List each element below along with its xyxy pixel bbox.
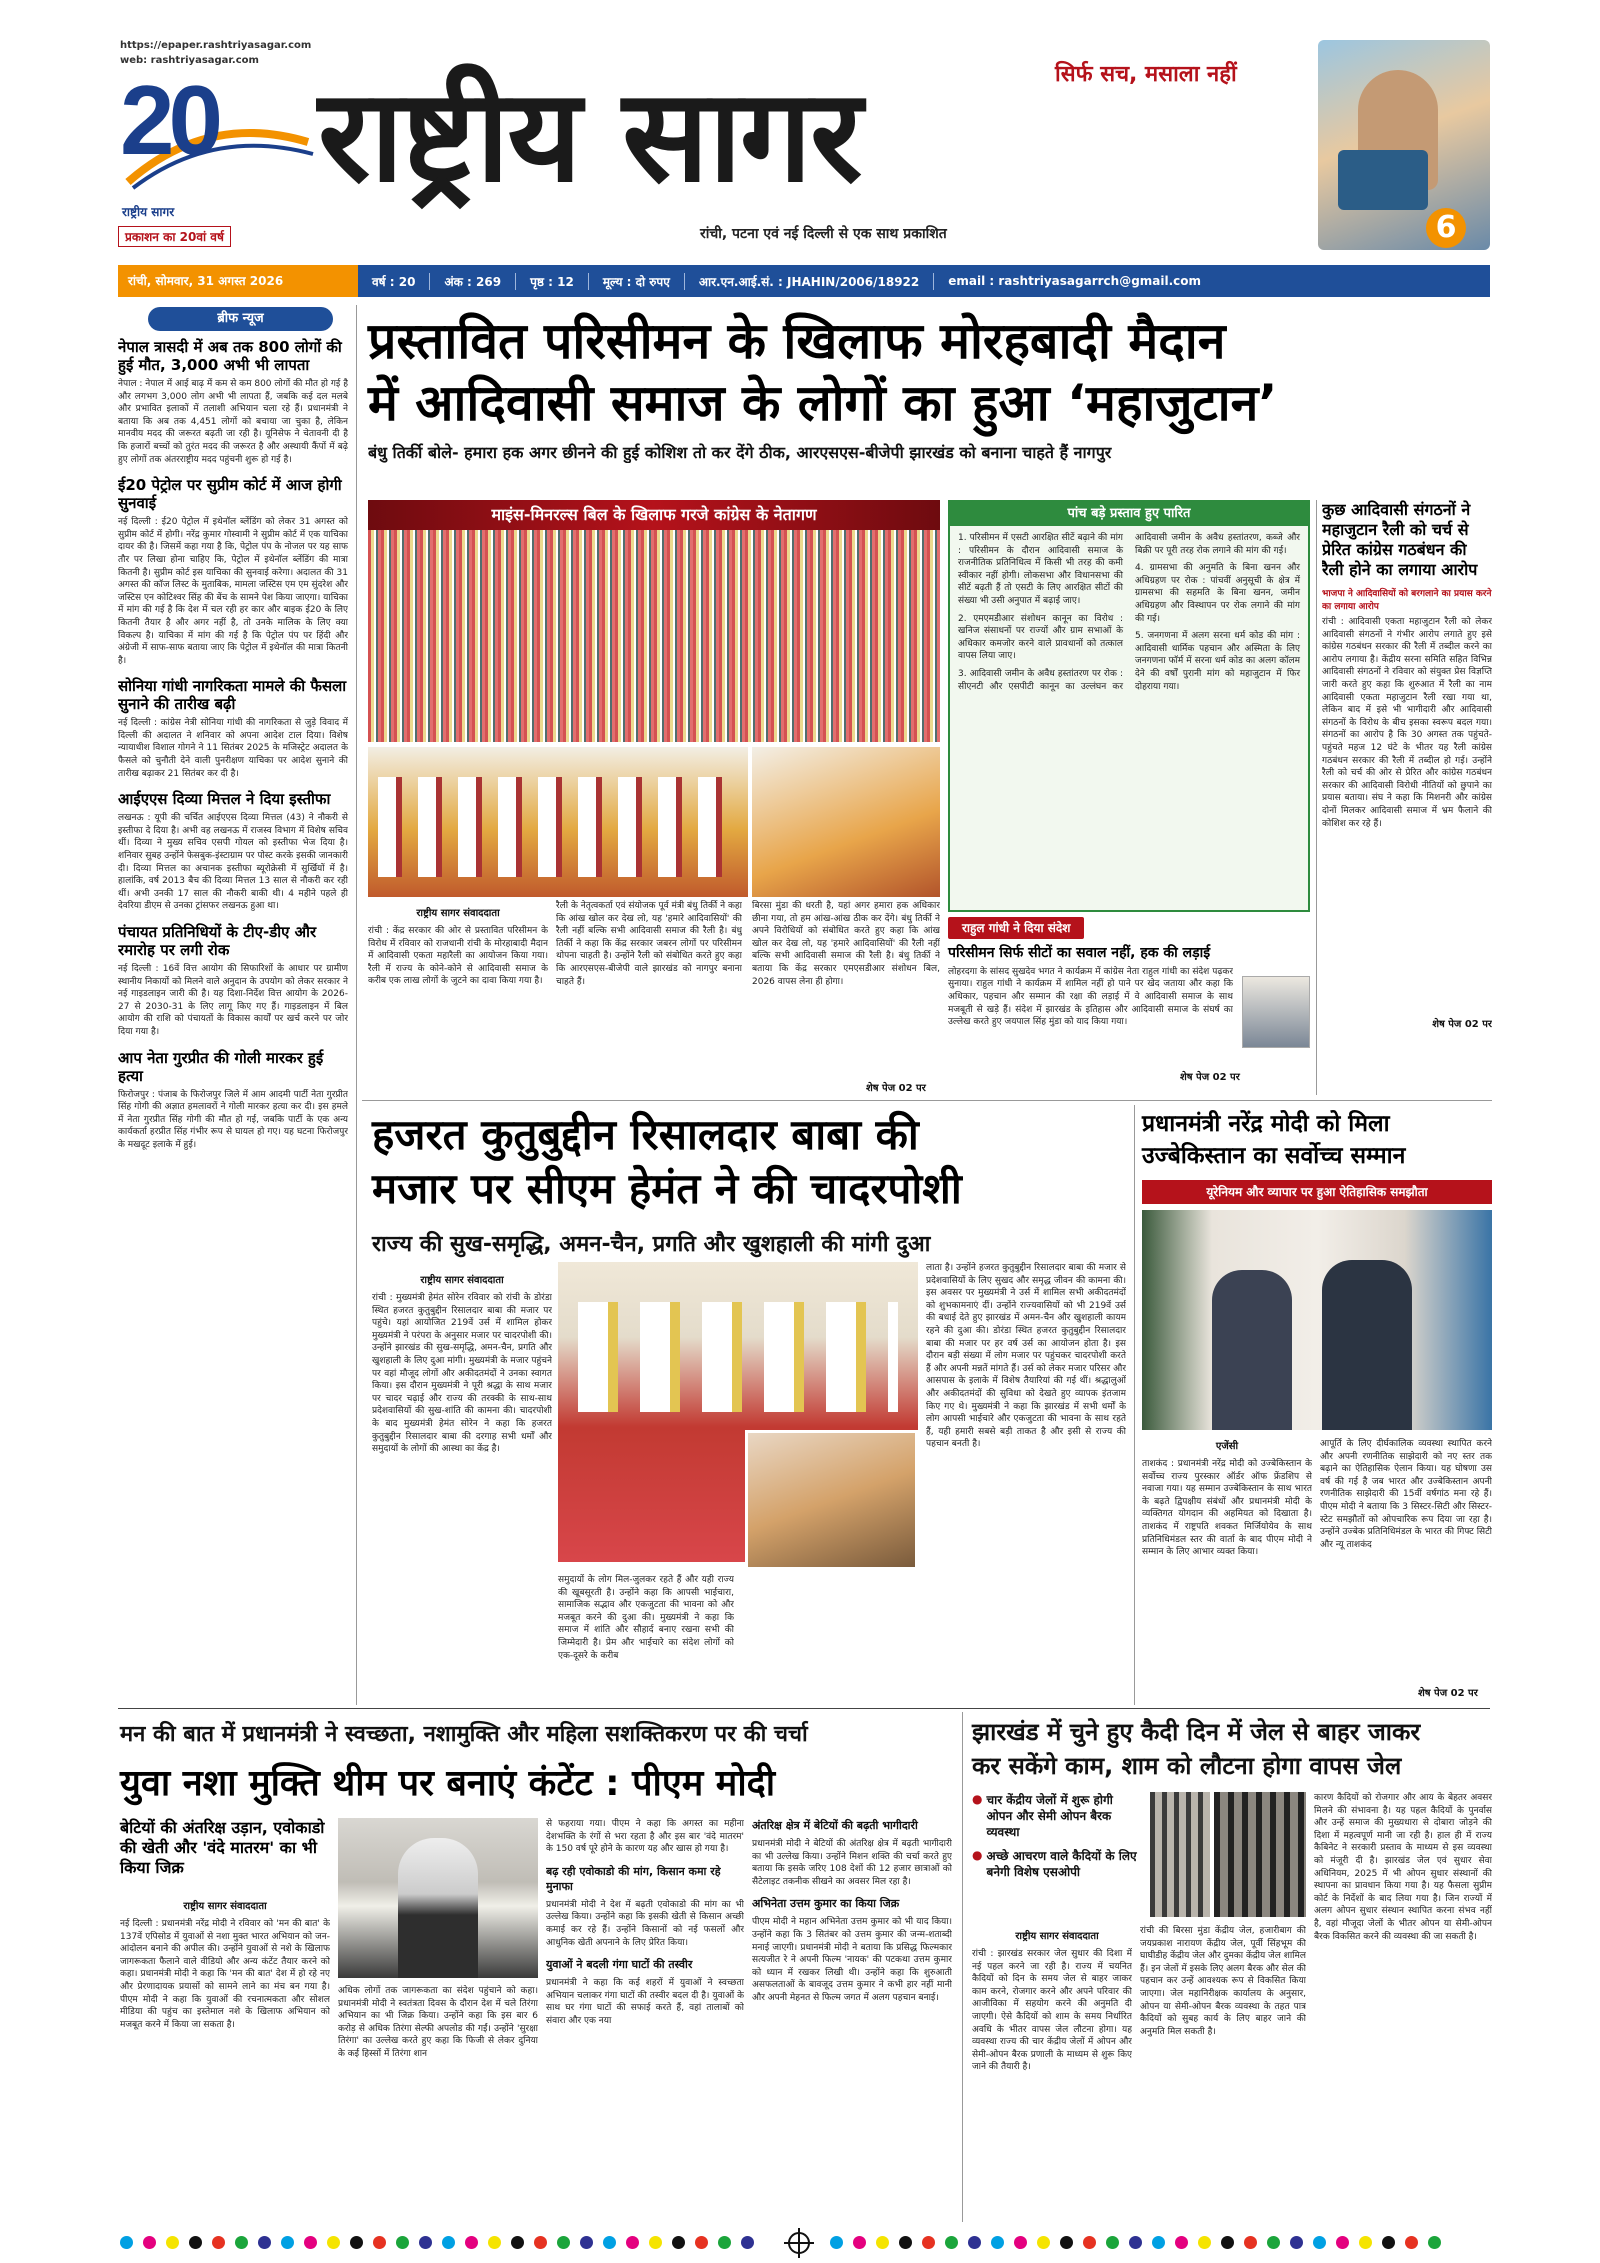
- registration-dot: [350, 2236, 363, 2249]
- registration-dot: [258, 2236, 271, 2249]
- registration-dot: [419, 2236, 432, 2249]
- rahul-photo: [1242, 976, 1310, 1048]
- registration-dot: [304, 2236, 317, 2249]
- masthead-tagline: सिर्फ सच, मसाला नहीं: [1055, 62, 1237, 87]
- info-bar: [118, 265, 1490, 297]
- registration-dot: [899, 2236, 912, 2249]
- crosshair-v: [798, 2228, 800, 2258]
- registration-dot: [534, 2236, 547, 2249]
- rahul-body-text: लोहरदगा के सांसद सुखदेव भगत ने कार्यक्रम में कांग्रेस नेता राहुल गांधी का संदेश पढ़कर सुनाया। राहुल गांधी ने कार्यक्रम में शामिल नहीं हो पाने पर खेद जताया और कहा कि अधिकार, पहचान और सम्मान की रक्षा की लड़ाई में वे आदिवासी समाज के साथ मजबूती से खड़े हैं। संदेश में झारखंड के इतिहास और आदिवासी समाज के संघर्ष का उल्लेख करते हुए जयपाल सिंह मुंडा को याद किया गया।: [948, 966, 1233, 1028]
- right-story-text: रांची : आदिवासी एकता महाजुटान रैली को लेकर आदिवासी संगठनों ने गंभीर आरोप लगाते हुए इसे कांग्रेस गठबंधन सरकार की रैली में तब्दील करने का आरोप लगाया है। केंद्रीय सरना समिति सहित विभिन्न आदिवासी संगठनों ने रविवार को संयुक्त प्रेस विज्ञप्ति जारी करते हुए कहा कि शुरुआत में रैली का नाम आदिवासी एकता महाजुटान रैली रखा गया था, लेकिन बाद में इसे भी भागीदारी और आदिवासी संगठनों के विरोध के बीच इसका स्वरूप बदल गया। संगठनों का आरोप है कि 30 अगस्त तक पहुंचते-पहुंचते महज 12 घंटे के भीतर यह रैली कांग्रेस गठबंधन सरकार की रैली में तब्दील हो गई। उन्होंने रैली को चर्च की ओर से प्रेरित और कांग्रेस गठबंधन सरकार की आदिवासी विरोधी नीतियों को छुपाने का प्रयास बताया। संघ ने कहा कि मिशनरी और कांग्रेस दोनों मिलकर आदिवासी समाज में भ्रम फैलाने की कोशिश कर रहे हैं।: [1322, 617, 1492, 829]
- column-divider: [1316, 500, 1317, 1095]
- brief-body: लखनऊ : यूपी की चर्चित आईएएस दिव्या मित्तल (43) ने नौकरी से इस्तीफा दे दिया है। अभी वह लखनऊ में राजस्व विभाग में विशेष सचिव थीं। दिव्या ने मुख्य सचिव एसपी गोयल को इस्तीफा भेज दिया है। शनिवार सुबह उन्होंने फेसबुक-इंस्टाग्राम पर पोस्ट करके इसकी जानकारी दी। दिव्या मित्तल का अचानक इस्तीफा ब्यूरोक्रेसी में सुर्खियों में है। हालांकि, वर्ष 2013 बैच की दिव्या मित्तल 13 साल से नौकरी कर रही थीं। अभी उनकी 17 साल की नौकरी बाकी थी। 4 महीने पहले ही देवरिया डीएम से उनका ट्रांसफर लखनऊ हुआ था।: [118, 813, 348, 912]
- cm-body-col3: [742, 1574, 918, 1699]
- pm-figure: [398, 1838, 478, 1978]
- rahul-continued[interactable]: शेष पेज 02 पर: [1180, 1072, 1240, 1083]
- cm-body-col1: [372, 1292, 552, 1697]
- resolutions-list: [950, 526, 1308, 910]
- cm-headline-line2: मजार पर सीएम हेमंत ने की चादरपोशी: [372, 1164, 962, 1213]
- info-date: रांची, सोमवार, 31 अगस्त 2026: [118, 265, 358, 297]
- mkb-body-text: अधिक लोगों तक जागरूकता का संदेश पहुंचाने को कहा। प्रधानमंत्री मोदी ने स्वतंत्रता दिवस के दौरान देश में चले तिरंगा अभियान का भी जिक्र किया। उन्होंने कहा कि इस बार 6 करोड़ से अधिक तिरंगा सेल्फी अपलोड की गईं। उन्होंने 'सुरक्षा तिरंगा' का उल्लेख करते हुए कहा कि फिजी से लेकर दुनिया के कई हिस्सों में तिरंगा शान: [338, 1986, 538, 2059]
- mkb-subhead: अभिनेता उत्तम कुमार का किया जिक्र: [752, 1897, 900, 1911]
- jail-headline-line2: कर सकेंगे काम, शाम को लौटना होगा वापस जेल: [972, 1752, 1402, 1780]
- anniversary-number: 20: [120, 65, 218, 175]
- modi-uzbek-banner: यूरेनियम और व्यापार पर हुआ ऐतिहासिक समझौता: [1142, 1180, 1492, 1204]
- rahul-box: [948, 917, 1310, 1092]
- brand-small: राष्ट्रीय सागर: [122, 205, 175, 219]
- jail-body-col3: [1314, 1792, 1492, 2218]
- cm-headline-line1: हजरत कुतुबुद्दीन रिसालदार बाबा की: [372, 1110, 919, 1159]
- registration-dot: [991, 2236, 1004, 2249]
- modi-uzbek-byline: एजेंसी: [1215, 1441, 1239, 1452]
- stage-figures: [378, 777, 738, 877]
- lead-byline: राष्ट्रीय सागर संवाददाता: [416, 908, 500, 919]
- jail-byline: राष्ट्रीय सागर संवाददाता: [1015, 1931, 1099, 1942]
- tablet-shape: [1338, 150, 1428, 210]
- registration-dot: [511, 2236, 524, 2249]
- jail-body-col1: [972, 1948, 1132, 2218]
- brief-body: नई दिल्ली : ई20 पेट्रोल में इथेनॉल ब्लेंडिंग को लेकर 31 अगस्त को सुप्रीम कोर्ट में होगी। नरेंद्र कुमार गोस्वामी ने सुप्रीम कोर्ट में एक याचिका दायर की है। जिसमें कहा गया है कि, पेट्रोल पंप के नोजल पर यह साफ तौर पर लिखा होना चाहिए कि, पेट्रोल में इथेनॉल ब्लेंडिंग की मात्रा कितनी है। सुप्रीम कोर्ट इस याचिका की सुनवाई करेगा। अदालत की 31 अगस्त की कॉज लिस्ट के मुताबिक, मामला जस्टिस एम एम सुंदरेश और जस्टिस एन कोटिश्वर सिंह की बेंच के सामने पेश किया जाएगा। याचिका में मांग की गई है कि देश में चल रही हर कार और बाइक ई20 के लिए कितनी तैयार है और अगर नहीं है, तो उनके मालिक के लिए क्या विकल्प है। याचिका में मांग की गई है कि पेट्रोल पंप पर हिंदी और अंग्रेजी में साफ-साफ बताया जाए कि पेट्रोल में इथेनॉल की मात्रा कितनी है।: [118, 517, 348, 666]
- registration-dot: [603, 2236, 616, 2249]
- rahul-label: राहुल गांधी ने दिया संदेश: [948, 917, 1084, 939]
- modi-uzbek-text: ताशकंद : प्रधानमंत्री नरेंद्र मोदी को उज्बेकिस्तान के सर्वोच्च राज्य पुरस्कार ऑर्डर ऑफ फ्रेंडशिप से नवाजा गया। यह सम्मान उज्बेकिस्तान के साथ भारत के बढ़ते द्विपक्षीय संबंधों और प्रधानमंत्री मोदी के व्यक्तिगत योगदान की अहमियत को दिखाता है। ताशकंद में राष्ट्रपति शवकत मिर्जियोयेव के साथ प्रतिनिधिमंडल स्तर की वार्ता के बाद पीएम मोदी ने सम्मान के लिए आभार व्यक्त किया।: [1142, 1459, 1312, 1558]
- registration-dot: [1336, 2236, 1349, 2249]
- lead-body-text: रैली के नेतृत्वकर्ता एवं संयोजक पूर्व मंत्री बंधु तिर्की ने कहा कि आंख खोल कर देख लो, यह 'हमारे आदिवासियों' की रैली नहीं बल्कि सभी आदिवासी समाज की रैली है। बंधु तिर्की ने कहा कि केंद्र सरकार जबरन लोगों पर परिसीमन थोपना चाहती है। उन्होंने रैली को संबोधित करते हुए कहा कि आरएसएस-बीजेपी वाले झारखंड को नागपुर बनाना चाहते हैं।: [556, 901, 742, 987]
- mkb-body-text: नई दिल्ली : प्रधानमंत्री नरेंद्र मोदी ने रविवार को 'मन की बात' के 137वें एपिसोड में युवाओं से नशा मुक्त भारत अभियान को जन-आंदोलन बनाने की अपील की। उन्होंने युवाओं से नशे के खिलाफ जागरूकता फैलाने वाले वीडियो और अन्य कंटेंट तैयार करने को कहा। प्रधानमंत्री मोदी ने कहा कि 'मन की बात' देश में हो रहे नए और प्रेरणादायक प्रयासों को सामने लाने का मंच बन गया है। पीएम मोदी ने कहा कि युवाओं की रचनात्मकता और सोशल मीडिया की पहुंच का इस्तेमाल नशे के खिलाफ अभियान को मजबूत करने में किया जा सकता है।: [120, 1919, 330, 2030]
- lead-body-col1: [368, 925, 548, 1095]
- mkb-headline: युवा नशा मुक्ति थीम पर बनाएं कंटेंट : पीएम मोदी: [120, 1763, 776, 1804]
- mkb-body-text: प्रधानमंत्री मोदी ने बेटियों की अंतरिक्ष क्षेत्र में बढ़ती भागीदारी का भी उल्लेख किया। उन्होंने मिशन शक्ति की चर्चा करते हुए बताया कि इसके जरिए 108 देशों की 12 हजार छात्राओं को सैटेलाइट तकनीक सीखने का अवसर मिल रहा है।: [752, 1839, 952, 1887]
- mkb-strap: मन की बात में प्रधानमंत्री ने स्वच्छता, नशामुक्ति और महिला सशक्तिकरण पर की चर्चा: [120, 1722, 808, 1747]
- right-story-headline: कुछ आदिवासी संगठनों ने महाजुटान रैली को चर्च से प्रेरित कांग्रेस गठबंधन की रैली होने का लगाया आरोप: [1322, 500, 1478, 579]
- masthead-corner-photo: [1318, 40, 1490, 250]
- registration-dot: [1129, 2236, 1142, 2249]
- leaders-portrait-photo: [752, 747, 940, 897]
- jail-bars-photo-1: [1150, 1792, 1210, 1917]
- registration-dot: [1014, 2236, 1027, 2249]
- cm-body-col2: [558, 1574, 734, 1699]
- brief-label: ब्रीफ न्यूज: [148, 307, 333, 331]
- registration-dot: [1106, 2236, 1119, 2249]
- registration-dot: [1198, 2236, 1211, 2249]
- column-divider: [356, 305, 357, 1705]
- lead-body-col2: [556, 900, 742, 1095]
- crosshair-icon: [788, 2232, 810, 2254]
- mkb-body-col1: [120, 1918, 330, 2218]
- registration-dot: [143, 2236, 156, 2249]
- registration-dot: [281, 2236, 294, 2249]
- mkb-side-head: बेटियों की अंतरिक्ष उड़ान, एवोकाडो की खेती और 'वंदे मातरम' का भी किया जिक्र: [120, 1818, 325, 1877]
- footer-dots-right: [830, 2236, 1441, 2249]
- cm-byline: राष्ट्रीय सागर संवाददाता: [420, 1275, 504, 1286]
- pm-modi-photo: [338, 1818, 538, 1978]
- mkb-byline: राष्ट्रीय सागर संवाददाता: [183, 1901, 267, 1912]
- registration-dot: [557, 2236, 570, 2249]
- jail-body-text: कारण कैदियों को रोजगार और आय के बेहतर अवसर मिलने की संभावना है। यह पहल कैदियों के पुनर्वास और उन्हें समाज की मुख्यधारा से दोबारा जोड़ने की दिशा में महत्वपूर्ण मानी जा रही है। हाल ही में राज्य कैबिनेट ने सरकारी प्रस्ताव के माध्यम से इस व्यवस्था को मंजूरी दी है। झारखंड जेल एवं सुधार सेवा अधिनियम, 2025 में भी ओपन सुधार संस्थानों की स्थापना का प्रावधान किया गया है। यह फैसला सुप्रीम कोर्ट के निर्देशों के बाद लिया गया है। जिन राज्यों में अलग ओपन सुधार संस्थान स्थापित करना संभव नहीं है, वहां मौजूदा जेलों के भीतर ओपन या सेमी-ओपन बैरक विकसित करने की व्यवस्था की जा सकती है।: [1314, 1793, 1492, 1942]
- lead-headline-line2: में आदिवासी समाज के लोगों का हुआ ‘महाजुटान’: [368, 374, 1278, 432]
- resolution-item: 4. ग्रामसभा की अनुमति के बिना खनन और अधिग्रहण पर रोक : पांचवीं अनुसूची के क्षेत्र में ग्रामसभा की सहमति के बिना खनन, जमीन अधिग्रहण और विस्थापन पर रोक लगाने की मांग की गई।: [1135, 563, 1300, 624]
- mkb-body-text: से फहराया गया। पीएम ने कहा कि अगस्त का महीना देशभक्ति के रंगों से भरा रहता है और इस बार 'वंदे मातरम' के 150 वर्ष पूरे होने के कारण यह और खास हो गया है।: [546, 1819, 744, 1855]
- figure-right: [1322, 1260, 1412, 1430]
- column-divider: [1134, 1105, 1135, 1705]
- resolutions-label: पांच बड़े प्रस्ताव हुए पारित: [950, 502, 1308, 526]
- section-divider: [362, 1100, 1492, 1101]
- info-price: मूल्य : दो रुपए: [589, 273, 685, 290]
- cm-body-text: रांची : मुख्यमंत्री हेमंत सोरेन रविवार को रांची के डोरंडा स्थित हजरत कुतुबुद्दीन रिसालदार बाबा की मजार पर पहुंचे। यहां आयोजित 219वें उर्स में शामिल होकर मुख्यमंत्री ने परंपरा के अनुसार मजार पर चादरपोशी की। उन्होंने झारखंड की सुख-समृद्धि, अमन-चैन, प्रगति और खुशहाली के लिए दुआ मांगी। मुख्यमंत्री के मजार पहुंचने पर वहां मौजूद लोगों और अकीदतमंदों ने उनका स्वागत किया। इस दौरान मुख्यमंत्री ने पूरी श्रद्धा के साथ मजार पर चादर चढ़ाई और राज्य की तरक्की के साथ-साथ प्रदेशवासियों की सुख-शांति की कामना की। चादरपोशी के बाद मुख्यमंत्री हेमंत सोरेन ने कहा कि हजरत कुतुबुद्दीन रिसालदार बाबा की दरगाह सभी धर्मों और समुदायों के लोगों की आस्था का केंद्र है।: [372, 1293, 552, 1455]
- resolutions-box: [948, 500, 1310, 912]
- mkb-subhead: युवाओं ने बदली गंगा घाटों की तस्वीर: [546, 1958, 693, 1972]
- registration-dot: [1405, 2236, 1418, 2249]
- registration-dot: [1359, 2236, 1372, 2249]
- brief-headline: पंचायत प्रतिनिधियों के टीए-डीए और रमारोह पर लगी रोक: [118, 923, 317, 959]
- registration-dot: [853, 2236, 866, 2249]
- registration-dot: [718, 2236, 731, 2249]
- jail-body-text: रांची की बिरसा मुंडा केंद्रीय जेल, हजारीबाग की जयप्रकाश नारायण केंद्रीय जेल, पूर्वी सिंहभूम की घाघीडीह केंद्रीय जेल और दुमका केंद्रीय जेल शामिल हैं। इन जेलों में इसके लिए अलग बैरक और सेल की पहचान कर उन्हें आवश्यक रूप से विकसित किया जाएगा। जेल महानिरीक्षक कार्यालय के अनुसार, ओपन या सेमी-ओपन बैरक व्यवस्था के तहत पात्र कैदियों को सुबह कार्य के लिए बाहर जाने की अनुमति मिल सकती है।: [1140, 1926, 1306, 2037]
- brief-headline: नेपाल त्रासदी में अब तक 800 लोगों की हुई मौत, 3,000 अभी भी लापता: [118, 338, 342, 374]
- lead-body-text: बिरसा मुंडा की धरती है, यहां अगर हमारा हक अधिकार छीना गया, तो हम आंख-आंख ठीक कर देंगे। बंधु तिर्की ने अपने विरोधियों को संबोधित करते हुए कहा कि आंख खोल कर देख लो, यह 'हमारे आदिवासियों' की रैली नहीं बल्कि सभी आदिवासी समाज की रैली है। बंधु तिर्की ने बताया कि केंद्र सरकार एमएसडीआर संशोधन बिल, 2026 वापस लेना ही होगा।: [752, 901, 940, 987]
- modi-uzbek-headline: प्रधानमंत्री नरेंद्र मोदी को मिला उज्बेकिस्तान का सर्वोच्च सम्मान: [1142, 1111, 1406, 1169]
- mkb-subhead: अंतरिक्ष क्षेत्र में बेटियों की बढ़ती भागीदारी: [752, 1819, 918, 1832]
- anniversary-logo: [118, 65, 318, 192]
- mkb-body-col2: [338, 1985, 538, 2218]
- jail-headline-line1: झारखंड में चुने हुए कैदी दिन में जेल से बाहर जाकर: [972, 1718, 1421, 1746]
- registration-dot: [442, 2236, 455, 2249]
- mkb-body-col3: [546, 1818, 744, 2218]
- registration-dot: [465, 2236, 478, 2249]
- registration-dot: [235, 2236, 248, 2249]
- registration-dot: [1290, 2236, 1303, 2249]
- cm-body-text: लाता है। उन्होंने हजरत कुतुबुद्दीन रिसालदार बाबा की मजार से प्रदेशवासियों के लिए सुखद और समृद्ध जीवन की कामना की। इस अवसर पर मुख्यमंत्री ने उर्स में शामिल सभी अकीदतमंदों को शुभकामनाएं दीं। उन्होंने राज्यवासियों को भी 219वें उर्स की बधाई देते हुए झारखंड में अमन-चैन और खुशहाली कायम रहने की दुआ की। डोरंडा स्थित हजरत कुतुबुद्दीन रिसालदार बाबा की मजार पर हर वर्ष उर्स का आयोजन होता है। इस दौरान बड़ी संख्या में लोग मजार पर पहुंचकर चादरपोशी करते हैं और अपनी मन्नतें मांगते हैं। उर्स को लेकर मजार परिसर और आसपास के इलाके में विशेष तैयारियां की गई थीं। श्रद्धालुओं और अकीदतमंदों की सुविधा को देखते हुए व्यापक इंतजाम किए गए थे। मुख्यमंत्री ने कहा कि झारखंड में सभी धर्मों के लोग आपसी भाईचारे और एकजुटता की भावना के साथ रहते हैं, यही हमारी सबसे बड़ी ताकत है और इसी से राज्य की पहचान बनती है।: [926, 1263, 1126, 1450]
- info-rni: आर.एन.आई.सं. : JHAHIN/2006/18922: [685, 273, 934, 290]
- registration-dot: [1382, 2236, 1395, 2249]
- jail-bars-photo-2: [1214, 1792, 1306, 1917]
- registration-dot: [120, 2236, 133, 2249]
- rally-crowd-photo: [368, 530, 940, 742]
- registration-dot: [166, 2236, 179, 2249]
- jail-bullet-text: अच्छे आचरण वाले कैदियों के लिए बनेगी विशेष एसओपी: [986, 1849, 1137, 1879]
- registration-dot: [1083, 2236, 1096, 2249]
- brief-headline: सोनिया गांधी नागरिकता मामले की फैसला सुनाने की तारीख बढ़ी: [118, 677, 347, 714]
- anniversary-text: प्रकाशन का 20वां वर्ष: [118, 226, 231, 247]
- mkb-body-text: प्रधानमंत्री मोदी ने देश में बढ़ती एवोकाडो की मांग का भी उल्लेख किया। उन्होंने कहा कि इसकी खेती से किसान अच्छी कमाई कर रहे हैं। उन्होंने किसानों को नई फसलों और आधुनिक खेती अपनाने के लिए प्रेरित किया।: [546, 1899, 744, 1948]
- brief-body: नई दिल्ली : कांग्रेस नेत्री सोनिया गांधी की नागरिकता से जुड़े विवाद में दिल्ली की अदालत ने शनिवार को अपना आदेश टाल दिया। विशेष न्यायाधीश विशाल गोगने ने 11 सितंबर 2025 के मजिस्ट्रेट अदालत के फैसले को चुनौती देने वाली पुनरीक्षण याचिका पर आदेश सुनाने की तारीख बढ़ाकर 21 सितंबर कर दी है।: [118, 718, 348, 779]
- jail-body-text: रांची : झारखंड सरकार जेल सुधार की दिशा में नई पहल करने जा रही है। राज्य में चयनित कैदियों को दिन के समय जेल से बाहर जाकर काम करने, रोजगार करने और अपने परिवार की आजीविका में सहयोग करने की अनुमति दी जाएगी। ऐसे कैदियों को शाम के समय निर्धारित अवधि के भीतर वापस जेल लौटना होगा। यह व्यवस्था राज्य की चार केंद्रीय जेलों में ओपन और सेमी-ओपन बैरक प्रणाली के माध्यम से शुरू किए जाने की तैयारी है।: [972, 1949, 1132, 2073]
- lead-headline-line1: प्रस्तावित परिसीमन के खिलाफ मोरहबादी मैदान: [368, 312, 1226, 370]
- rahul-body: [948, 966, 1233, 1086]
- footer-dots-left: [120, 2236, 754, 2249]
- modi-uzbek-continued[interactable]: शेष पेज 02 पर: [1418, 1688, 1478, 1699]
- section-divider: [118, 1708, 1490, 1709]
- bullet-icon: ●: [972, 1848, 983, 1862]
- mkb-body-col4: [752, 1818, 952, 2218]
- masthead-editions: रांची, पटना एवं नई दिल्ली से एक साथ प्रकाशित: [700, 226, 947, 242]
- brief-headline: आप नेता गुरप्रीत की गोली मारकर हुई हत्या: [118, 1048, 324, 1085]
- right-story: [1322, 500, 1492, 1095]
- right-story-kicker: भाजपा ने आदिवासियों को बरगलाने का प्रयास करने का लगाया आरोप: [1322, 589, 1492, 612]
- masthead-url-epaper[interactable]: https://epaper.rashtriyasagar.com: [120, 40, 312, 51]
- registration-dot: [488, 2236, 501, 2249]
- info-year: वर्ष : 20: [358, 273, 430, 290]
- mkb-body-text: प्रधानमंत्री ने कहा कि कई शहरों में युवाओं ने स्वच्छता अभियान चलाकर गंगा घाटों की तस्वीर बदल दी है। युवाओं के साथ घर गंगा घाटों की सफाई करते हैं, वहां तालाबों को संवारा और एक नया: [546, 1978, 744, 2026]
- registration-dot: [1428, 2236, 1441, 2249]
- brief-body: नई दिल्ली : 16वें वित्त आयोग की सिफारिशों के आधार पर ग्रामीण स्थानीय निकायों को मिलने वाले अनुदान के उपयोग को लेकर सरकार ने नई गाइडलाइन जारी की है। यह दिशा-निर्देश वित्त आयोग के 2026-27 से 2030-31 के लिए लागू किए गए हैं। गाइडलाइन में बिल आयोग की राशि को पंचायतों के विकास कार्यों पर खर्च करने पर जोर दिया गया है।: [118, 964, 348, 1037]
- lead-continued[interactable]: शेष पेज 02 पर: [866, 1083, 926, 1094]
- leaders-stage-photo: [368, 747, 748, 897]
- resolution-item: 1. परिसीमन में एसटी आरक्षित सीटें बढ़ाने की मांग : परिसीमन के दौरान आदिवासी समाज के राजनीतिक प्रतिनिधित्व में किसी भी तरह की कमी स्वीकार नहीं होगी। लोकसभा और विधानसभा की सीटें बढ़ती हैं तो एसटी के लिए आरक्षित सीटों की संख्या भी उसी अनुपात में बढ़ाई जाए।: [958, 533, 1123, 606]
- registration-dot: [189, 2236, 202, 2249]
- modi-uzbek-col2: [1320, 1438, 1492, 1678]
- jail-body-col2: [1140, 1925, 1306, 2218]
- registration-dot: [212, 2236, 225, 2249]
- registration-dot: [1244, 2236, 1257, 2249]
- registration-dot: [373, 2236, 386, 2249]
- right-story-body: [1322, 616, 1492, 1016]
- corner-number-badge: 6: [1426, 208, 1466, 248]
- brief-headline: आईएएस दिव्या मित्तल ने दिया इस्तीफा: [118, 790, 331, 809]
- cm-subhead: राज्य की सुख-समृद्धि, अमन-चैन, प्रगति और खुशहाली की मांगी दुआ: [372, 1232, 931, 1257]
- registration-dot: [1152, 2236, 1165, 2249]
- masthead-url-web[interactable]: web: rashtriyasagar.com: [120, 55, 259, 66]
- registration-dot: [1267, 2236, 1280, 2249]
- column-divider: [962, 1712, 963, 2222]
- lead-body-col3: [752, 900, 940, 1080]
- lead-photo-banner: माइंस-मिनरल्स बिल के खिलाफ गरजे कांग्रेस के नेतागण: [368, 500, 940, 530]
- jail-bullets: [972, 1792, 1142, 1880]
- registration-dot: [1060, 2236, 1073, 2249]
- cm-greeting-photo: [745, 1430, 918, 1570]
- cm-body-col4: [926, 1262, 1126, 1699]
- lead-subhead: बंधु तिर्की बोले- हमारा हक अगर छीनने की हुई कोशिश तो कर देंगे ठीक, आरएसएस-बीजेपी झारखंड को बनाना चाहते हैं नागपुर: [368, 443, 1112, 462]
- modi-uzbek-text: आपूर्ति के लिए दीर्घकालिक व्यवस्था स्थापित करने और अपनी रणनीतिक साझेदारी को नए स्तर तक बढ़ाने का ऐतिहासिक ऐलान किया। यह घोषणा उस वर्ष की गई है जब भारत और उज्बेकिस्तान अपनी रणनीतिक साझेदारी की 15वीं वर्षगांठ मना रहे हैं। पीएम मोदी ने बताया कि 3 सिस्टर-सिटी और सिस्टर-स्टेट समझौतों को ओपचारिक रूप दिया जा रहा है। उन्होंने उज्बेक प्रतिनिधिमंडल के भारत की गिफ्ट सिटी और न्यू ताशकंद: [1320, 1439, 1492, 1550]
- brief-column: [118, 338, 348, 1708]
- right-story-continued[interactable]: शेष पेज 02 पर: [1432, 1019, 1492, 1030]
- rahul-headline: परिसीमन सिर्फ सीटों का सवाल नहीं, हक की लड़ाई: [948, 945, 1211, 961]
- brief-body: नेपाल : नेपाल में आई बाढ़ में कम से कम 800 लोगों की मौत हो गई है और लगभग 3,000 लोग अभी भी लापता हैं, जबकि कई दल मलबे और प्रभावित इलाकों में तलाशी अभियान चला रहे हैं। प्रधानमंत्री ने बताया कि अब तक 4,451 लोगों को बचाया जा चुका है, लेकिन मानवीय मदद की जरूरत बढ़ती जा रही है। यूनिसेफ ने चेतावनी दी है कि हजारों बच्चों को तुरंत मदद की जरूरत है और अस्थायी कैंपों में बढ़े हुए लोगों तक अंतरराष्ट्रीय मदद पहुंचनी शुरू हो गई है।: [118, 379, 348, 465]
- registration-dot: [968, 2236, 981, 2249]
- modi-uzbek-col1: [1142, 1458, 1312, 1698]
- registration-dot: [741, 2236, 754, 2249]
- registration-dot: [1175, 2236, 1188, 2249]
- lead-body-text: रांची : केंद्र सरकार की ओर से प्रस्तावित परिसीमन के विरोध में रविवार को राजधानी रांची के मोरहाबादी मैदान में आदिवासी एकता महारैली का आयोजन किया गया। रैली में राज्य के कोने-कोने से आदिवासी समाज के करीब एक लाख लोगों के जुटने का दावा किया गया है।: [368, 926, 548, 987]
- registration-dot: [876, 2236, 889, 2249]
- brief-body: फिरोजपुर : पंजाब के फिरोजपुर जिले में आम आदमी पार्टी नेता गुरप्रीत सिंह गोगी की अज्ञात हमलावरों ने गोली मारकर हत्या कर दी। इस हमले में नेता गुरप्रीत सिंह गोगी की मौत हो गई, जबकि पार्टी के एक अन्य कार्यकर्ता हरप्रीत सिंह गंभीर रूप से घायल हो गए। यह घटना फिरोजपुर के मखदूट इलाके में हुई।: [118, 1089, 348, 1150]
- bullet-icon: ●: [972, 1792, 983, 1806]
- jail-bullet: [972, 1848, 1142, 1880]
- registration-dot: [922, 2236, 935, 2249]
- registration-dot: [830, 2236, 843, 2249]
- modi-award-photo: [1142, 1210, 1492, 1430]
- jail-bullet: [972, 1792, 1142, 1840]
- cm-body-text: समुदायों के लोग मिल-जुलकर रहते हैं और यही राज्य की खूबसूरती है। उन्होंने कहा कि आपसी भाईचारा, सामाजिक सद्भाव और एकजुटता की भावना को और मजबूत करने की दुआ की। मुख्यमंत्री ने कहा कि समाज में शांति और सौहार्द बनाए रखना सभी की जिम्मेदारी है। प्रेम और भाईचारे का संदेश लोगों को एक-दूसरे के करीब: [558, 1575, 734, 1661]
- mkb-body-text: पीएम मोदी ने महान अभिनेता उत्तम कुमार को भी याद किया। उन्होंने कहा कि 3 सितंबर को उत्तम कुमार की जन्म-शताब्दी मनाई जाएगी। प्रधानमंत्री मोदी ने बताया कि प्रसिद्ध फिल्मकार सत्यजीत रे ने अपनी फिल्म 'नायक' की पटकथा उत्तम कुमार को ध्यान में रखकर लिखी थी। उन्होंने कहा कि शुरुआती असफलताओं के बावजूद उत्तम कुमार ने कभी हार नहीं मानी और अपनी मेहनत से फिल्म जगत में अलग पहचान बनाई।: [752, 1917, 952, 2003]
- resolution-item: 3. आदिवासी जमीन के अवैध हस्तांतरण पर रोक : सीएनटी और एसपीटी कानून का उल्लंघन कर आदिवासी जमीन के अवैध हस्तांतरण, कब्जे और बिक्री पर पूरी तरह रोक लगाने की मांग की गई।: [958, 533, 1300, 692]
- registration-dot: [695, 2236, 708, 2249]
- registration-dot: [672, 2236, 685, 2249]
- resolution-item: 5. जनगणना में अलग सरना धर्म कोड की मांग : आदिवासी धार्मिक पहचान और अस्मिता के लिए जनगणना फॉर्म में सरना धर्म कोड का अलग कॉलम देने की वर्षों पुरानी मांग को महाजुटान में फिर दोहराया गया।: [1135, 631, 1300, 692]
- brief-headline: ई20 पेट्रोल पर सुप्रीम कोर्ट में आज होगी सुनवाई: [118, 476, 342, 513]
- mkb-subhead: बढ़ रही एवोकाडो की मांग, किसान कमा रहे मुनाफा: [546, 1864, 721, 1893]
- cm-photo-figures: [578, 1302, 898, 1412]
- registration-dot: [580, 2236, 593, 2249]
- registration-dot: [626, 2236, 639, 2249]
- registration-dot: [945, 2236, 958, 2249]
- figure-left: [1212, 1270, 1292, 1430]
- registration-dot: [1037, 2236, 1050, 2249]
- registration-dot: [649, 2236, 662, 2249]
- resolution-item: 2. एमएमडीआर संशोधन कानून का विरोध : खनिज संसाधनों पर राज्यों और ग्राम सभाओं के अधिकार कमजोर करने वाले प्रावधानों को तत्काल वापस लिया जाए।: [958, 613, 1123, 662]
- registration-dot: [396, 2236, 409, 2249]
- registration-dot: [1221, 2236, 1234, 2249]
- info-email[interactable]: email : rashtriyasagarrch@gmail.com: [948, 274, 1202, 288]
- info-pages: पृष्ठ : 12: [516, 273, 589, 290]
- jail-bullet-text: चार केंद्रीय जेलों में शुरू होगी ओपन और सेमी ओपन बैरक व्यवस्था: [986, 1793, 1113, 1839]
- info-issue: अंक : 269: [430, 273, 516, 290]
- registration-dot: [327, 2236, 340, 2249]
- masthead-title: राष्ट्रीय सागर: [318, 62, 861, 211]
- registration-dot: [1313, 2236, 1326, 2249]
